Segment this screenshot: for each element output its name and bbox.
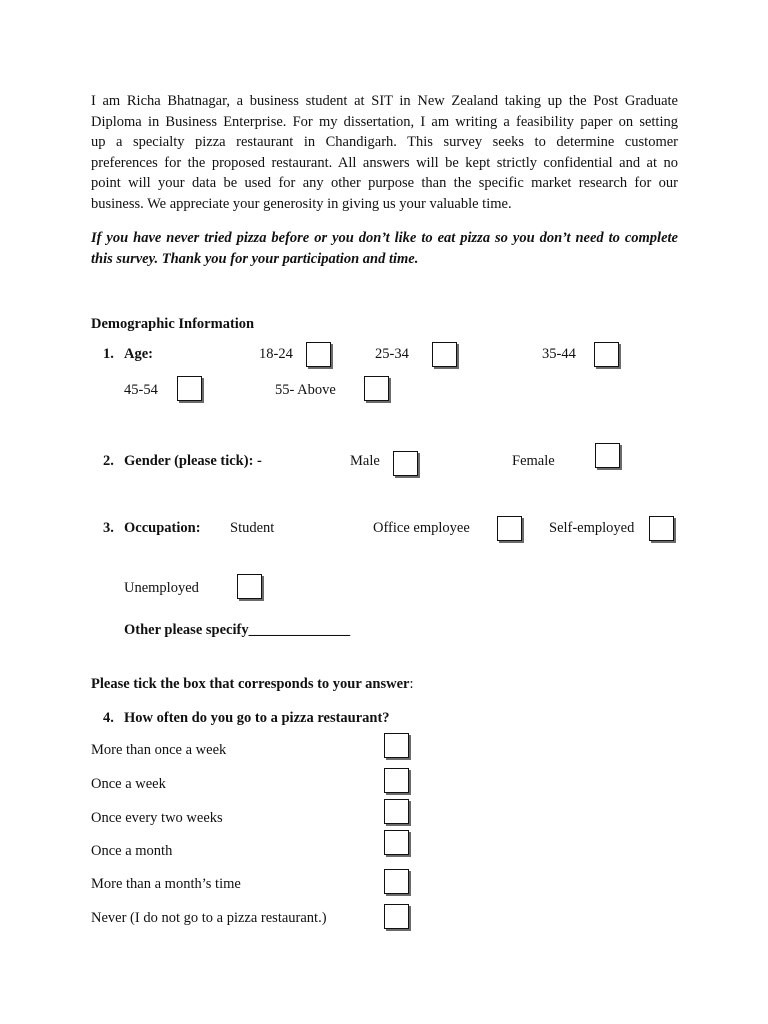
age-label: Age: <box>124 346 153 362</box>
q4-option: Once every two weeks <box>91 810 223 826</box>
q4-option-checkbox[interactable] <box>384 869 409 894</box>
intro-line: point will your data be used for any other purpose than the specific market research for our <box>91 175 678 192</box>
tick-instruction-colon: : <box>409 676 414 692</box>
intro-paragraph <box>91 91 678 215</box>
q4-option: Once a month <box>91 843 173 859</box>
age-option-25-34: 25-34 <box>375 346 409 362</box>
age-option-18-24: 18-24 <box>259 346 293 362</box>
intro-line: business. We appreciate your generosity in giving us your valuable time. <box>91 195 512 212</box>
age-18-24-checkbox[interactable] <box>306 342 331 367</box>
q4-option: More than once a week <box>91 742 227 758</box>
q4-question: How often do you go to a pizza restaurant? <box>124 710 390 726</box>
age-option-35-44: 35-44 <box>542 346 576 362</box>
occupation-office-employee-checkbox[interactable] <box>497 516 522 541</box>
tick-instruction <box>91 676 413 693</box>
q4-option-checkbox[interactable] <box>384 799 409 824</box>
note-line: this survey. Thank you for your participation and time. <box>91 250 419 267</box>
q4-option: More than a month’s time <box>91 876 241 892</box>
q4-option: Never (I do not go to a pizza restaurant.) <box>91 910 327 926</box>
question-number-1: 1. <box>103 346 114 362</box>
age-35-44-checkbox[interactable] <box>594 342 619 367</box>
q4-option-checkbox[interactable] <box>384 768 409 793</box>
occupation-option-unemployed: Unemployed <box>124 580 199 596</box>
survey-note <box>91 228 678 269</box>
gender-female-checkbox[interactable] <box>595 443 620 468</box>
intro-line: Diploma in Business Enterprise. For my dissertation, I am writing a feasibility paper on setting <box>91 113 678 130</box>
q4-option: Once a week <box>91 776 166 792</box>
occupation-option-self-employed: Self-employed <box>549 520 635 536</box>
question-number-4: 4. <box>103 710 114 726</box>
intro-line: I am Richa Bhatnagar, a business student at SIT in New Zealand taking up the Post Graduate <box>91 93 678 109</box>
age-option-55-above: 55- Above <box>275 382 336 398</box>
gender-option-male: Male <box>350 453 380 469</box>
occupation-label: Occupation: <box>124 520 201 536</box>
question-number-2: 2. <box>103 453 114 469</box>
occupation-unemployed-checkbox[interactable] <box>237 574 262 599</box>
demographic-heading: Demographic Information <box>91 316 255 332</box>
gender-male-checkbox[interactable] <box>393 451 418 476</box>
occupation-other-specify[interactable]: Other please specify______________ <box>124 622 351 638</box>
gender-option-female: Female <box>512 453 555 469</box>
age-55-above-checkbox[interactable] <box>364 376 389 401</box>
intro-line: preferences for the proposed restaurant. All answers will be kept strictly confidential and at no <box>91 154 678 171</box>
q4-option-checkbox[interactable] <box>384 830 409 855</box>
note-line: If you have never tried pizza before or you don’t like to eat pizza so you don’t need to complete <box>91 230 678 246</box>
occupation-option-student: Student <box>230 520 275 536</box>
q4-option-checkbox[interactable] <box>384 733 409 758</box>
question-number-3: 3. <box>103 520 114 536</box>
occupation-self-employed-checkbox[interactable] <box>649 516 674 541</box>
q4-option-checkbox[interactable] <box>384 904 409 929</box>
intro-line: up a specialty pizza restaurant in Chandigarh. This survey seeks to determine customer <box>91 134 678 151</box>
age-option-45-54: 45-54 <box>124 382 158 398</box>
age-25-34-checkbox[interactable] <box>432 342 457 367</box>
age-45-54-checkbox[interactable] <box>177 376 202 401</box>
gender-label: Gender (please tick): - <box>124 453 262 469</box>
occupation-option-office-employee: Office employee <box>373 520 470 536</box>
tick-instruction-text: Please tick the box that corresponds to your answer <box>91 676 410 692</box>
